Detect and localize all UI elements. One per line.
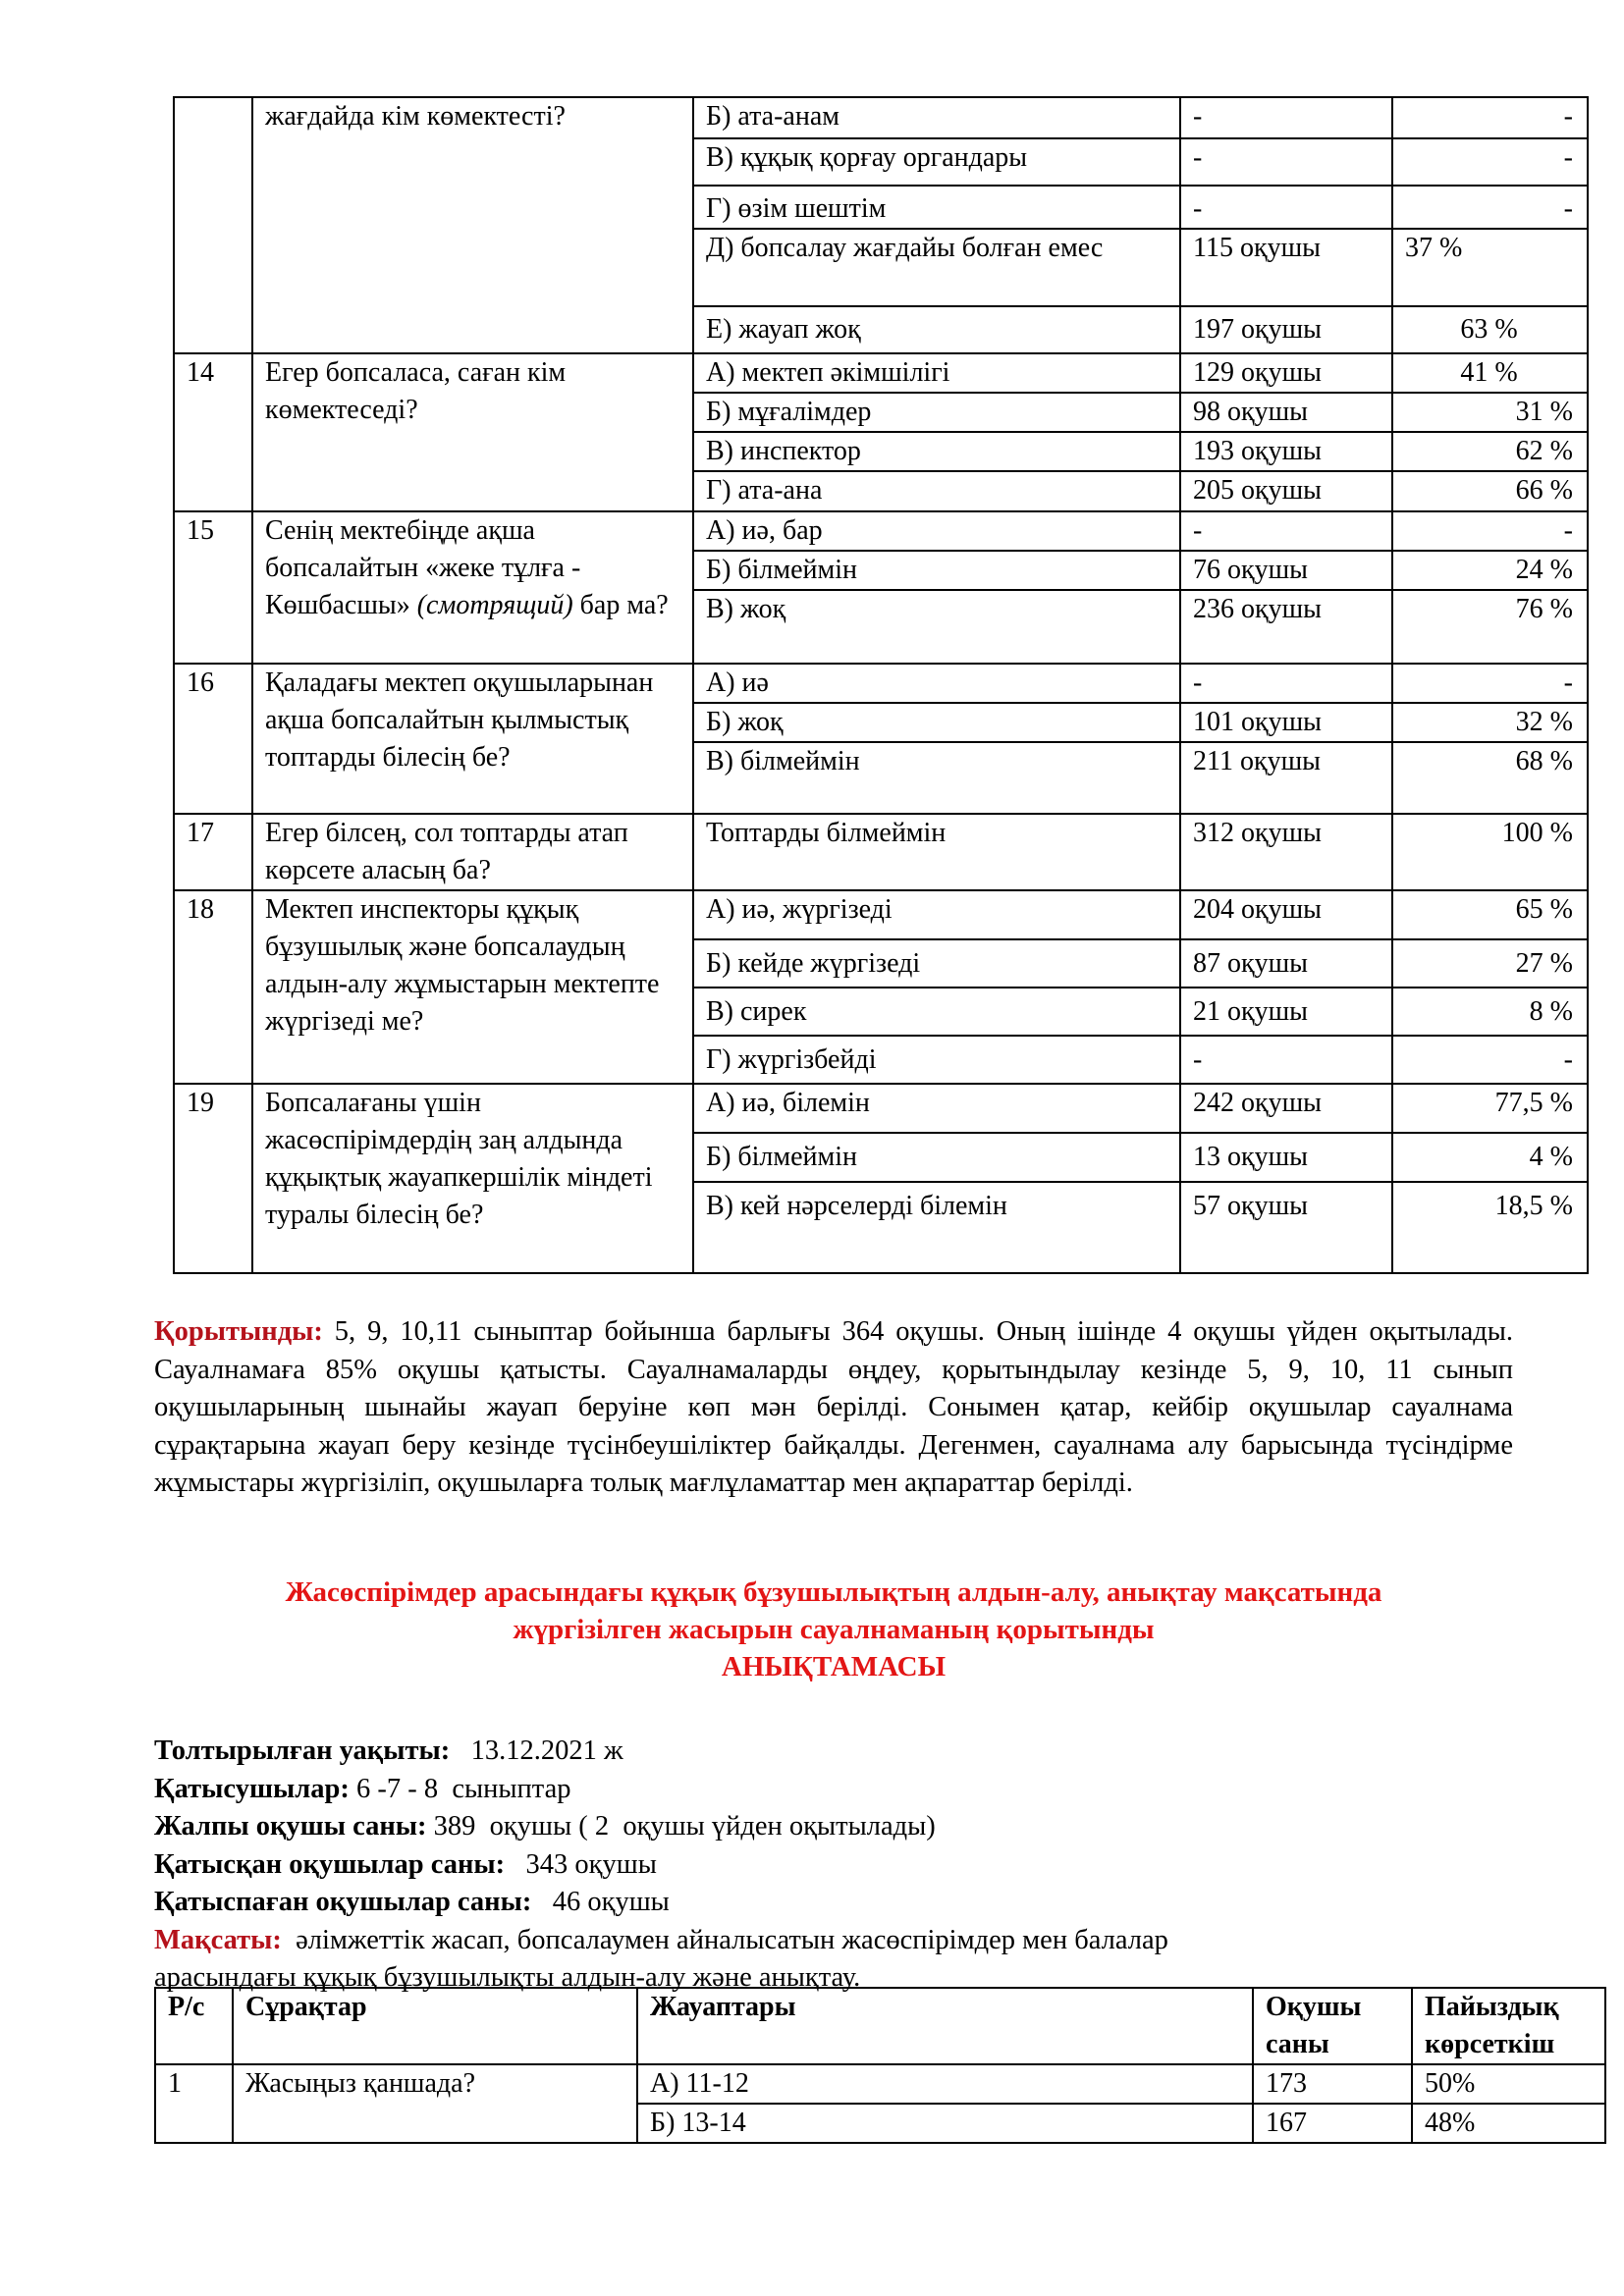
answer-count: 13 оқушы	[1180, 1133, 1392, 1182]
answer-option: В) құқық қорғау органдары	[693, 138, 1180, 186]
question-text: Бопсалағаны үшін жасөспірімдердің заң алдында құқықтық жауапкершілік міндеті туралы білесің бе?	[252, 1084, 693, 1273]
title-line-2: жүргізілген жасырын сауалнаманың қорытынды	[513, 1614, 1155, 1645]
answer-option: Д) бопсалау жағдайы болған емес	[693, 229, 1180, 306]
answer-count: -	[1180, 511, 1392, 551]
table-row	[174, 814, 1588, 890]
answer-option: А) иә	[693, 664, 1180, 703]
answer-percent: 66 %	[1392, 471, 1588, 511]
table-row	[174, 511, 1588, 551]
answer-option: А) иә, бар	[693, 511, 1180, 551]
answer-count: -	[1180, 664, 1392, 703]
answer-count: 312 оқушы	[1180, 814, 1392, 890]
answer-option: Г) ата-ана	[693, 471, 1180, 511]
answer-option: Б) 13-14	[637, 2104, 1253, 2143]
question-number	[174, 97, 252, 353]
answer-option: Б) кейде жүргізеді	[693, 939, 1180, 988]
table-row	[174, 664, 1588, 703]
answer-count: 98 оқушы	[1180, 393, 1392, 432]
question-number: 16	[174, 664, 252, 814]
answer-percent: -	[1392, 511, 1588, 551]
answer-option: В) жоқ	[693, 590, 1180, 664]
answer-count: 129 оқушы	[1180, 353, 1392, 393]
survey-info	[154, 1733, 1529, 1998]
answer-option: В) сирек	[693, 988, 1180, 1036]
question-text: Егер бопсаласа, саған кім көмектеседі?	[252, 353, 693, 511]
answer-option: А) иә, жүргізеді	[693, 890, 1180, 939]
answer-percent: 50%	[1412, 2064, 1605, 2104]
answer-count: 197 оқушы	[1180, 306, 1392, 353]
answer-option: А) 11-12	[637, 2064, 1253, 2104]
answer-option: Топтарды білмеймін	[693, 814, 1180, 890]
answer-option: В) білмеймін	[693, 742, 1180, 814]
answer-count: 173	[1253, 2064, 1412, 2104]
age-survey-table	[154, 1987, 1606, 2144]
answer-percent: 48%	[1412, 2104, 1605, 2143]
question-text: жағдайда кім көмектесті?	[252, 97, 693, 353]
table-row	[155, 2064, 1605, 2104]
question-number: 14	[174, 353, 252, 511]
answer-count: 101 оқушы	[1180, 703, 1392, 742]
header-percentage: Пайыздық көрсеткіш	[1412, 1988, 1605, 2064]
question-text: Сенің мектебіңде ақша бопсалайтын «жеке тұлға - Көшбасшы» (смотрящий) бар ма?	[252, 511, 693, 664]
info-total-students: Жалпы оқушы саны: 389 оқушы ( 2 оқушы үйден оқытылады)	[154, 1811, 936, 1842]
answer-percent: -	[1392, 664, 1588, 703]
info-filled-date: Толтырылған уақыты: 13.12.2021 ж	[154, 1735, 623, 1766]
answer-percent: 62 %	[1392, 432, 1588, 471]
answer-option: Б) мұғалімдер	[693, 393, 1180, 432]
info-absent-students: Қатыспаған оқушылар саны: 46 оқушы	[154, 1887, 670, 1917]
answer-percent: -	[1392, 186, 1588, 229]
answer-percent: 100 %	[1392, 814, 1588, 890]
conclusion-label: Қорытынды:	[154, 1316, 323, 1347]
survey-results-table	[173, 96, 1589, 1274]
question-number: 19	[174, 1084, 252, 1273]
answer-percent: 32 %	[1392, 703, 1588, 742]
answer-percent: -	[1392, 1036, 1588, 1084]
question-text: Қаладағы мектеп оқушыларынан ақша бопсалайтын қылмыстық топтарды білесің бе?	[252, 664, 693, 814]
answer-count: -	[1180, 1036, 1392, 1084]
answer-count: 57 оқушы	[1180, 1182, 1392, 1273]
answer-percent: -	[1392, 97, 1588, 138]
header-answers: Жауаптары	[637, 1988, 1253, 2064]
answer-count: 115 оқушы	[1180, 229, 1392, 306]
title-line-1: Жасөспірімдер арасындағы құқық бұзушылықтың алдын-алу, анықтау мақсатында	[285, 1576, 1382, 1608]
table-row	[174, 1084, 1588, 1133]
answer-percent: 76 %	[1392, 590, 1588, 664]
answer-percent: 27 %	[1392, 939, 1588, 988]
answer-option: Г) өзім шештім	[693, 186, 1180, 229]
answer-option: Е) жауап жоқ	[693, 306, 1180, 353]
answer-option: Б) жоқ	[693, 703, 1180, 742]
answer-count: 193 оқушы	[1180, 432, 1392, 471]
conclusion-paragraph	[154, 1313, 1513, 1503]
answer-percent: 24 %	[1392, 551, 1588, 590]
title-line-3: АНЫҚТАМАСЫ	[721, 1651, 947, 1682]
answer-option: Г) жүргізбейді	[693, 1036, 1180, 1084]
question-number: 18	[174, 890, 252, 1084]
question-number: 15	[174, 511, 252, 664]
answer-option: В) кей нәрселерді білемін	[693, 1182, 1180, 1273]
answer-count: 76 оқушы	[1180, 551, 1392, 590]
info-goal-continued: арасындағы құқық бұзушылықты алдын-алу және анықтау.	[154, 1962, 861, 1993]
answer-percent: 37 %	[1392, 229, 1588, 306]
table-row	[174, 353, 1588, 393]
answer-count: -	[1180, 138, 1392, 186]
answer-option: А) иә, білемін	[693, 1084, 1180, 1133]
answer-percent: -	[1392, 138, 1588, 186]
answer-count: -	[1180, 186, 1392, 229]
question-text: Мектеп инспекторы құқық бұзушылық және бопсалаудың алдын-алу жұмыстарын мектепте жүргізеді ме?	[252, 890, 693, 1084]
answer-option: В) инспектор	[693, 432, 1180, 471]
answer-option: А) мектеп әкімшілігі	[693, 353, 1180, 393]
answer-percent: 68 %	[1392, 742, 1588, 814]
answer-count: 21 оқушы	[1180, 988, 1392, 1036]
question-text: Жасыңыз қаншада?	[233, 2064, 637, 2143]
answer-percent: 65 %	[1392, 890, 1588, 939]
answer-option: Б) ата-анам	[693, 97, 1180, 138]
answer-count: 167	[1253, 2104, 1412, 2143]
answer-percent: 77,5 %	[1392, 1084, 1588, 1133]
header-number: Р/с	[155, 1988, 233, 2064]
answer-count: 87 оқушы	[1180, 939, 1392, 988]
question-italic-note: (смотрящий)	[416, 590, 573, 620]
answer-percent: 8 %	[1392, 988, 1588, 1036]
info-goal: Мақсаты: әлімжеттік жасап, бопсалаумен айналысатын жасөспірімдер мен балалар	[154, 1924, 1168, 1955]
answer-percent: 63 %	[1392, 306, 1588, 353]
answer-count: 242 оқушы	[1180, 1084, 1392, 1133]
answer-count: 204 оқушы	[1180, 890, 1392, 939]
header-questions: Сұрақтар	[233, 1988, 637, 2064]
answer-count: 205 оқушы	[1180, 471, 1392, 511]
answer-option: Б) білмеймін	[693, 551, 1180, 590]
answer-count: 236 оқушы	[1180, 590, 1392, 664]
question-number: 17	[174, 814, 252, 890]
answer-percent: 18,5 %	[1392, 1182, 1588, 1273]
table-row	[174, 97, 1588, 138]
header-student-count: Оқушы саны	[1253, 1988, 1412, 2064]
info-attended-students: Қатысқан оқушылар саны: 343 оқушы	[154, 1848, 657, 1880]
answer-option: Б) білмеймін	[693, 1133, 1180, 1182]
answer-percent: 31 %	[1392, 393, 1588, 432]
question-text: Егер білсең, сол топтарды атап көрсете аласың ба?	[252, 814, 693, 890]
table-header-row	[155, 1988, 1605, 2064]
answer-count: 211 оқушы	[1180, 742, 1392, 814]
report-title	[154, 1574, 1513, 1685]
table-row	[174, 890, 1588, 939]
answer-percent: 4 %	[1392, 1133, 1588, 1182]
question-number: 1	[155, 2064, 233, 2143]
answer-count: -	[1180, 97, 1392, 138]
answer-percent: 41 %	[1392, 353, 1588, 393]
info-participants: Қатысушылар: 6 -7 - 8 сыныптар	[154, 1773, 571, 1804]
conclusion-text: 5, 9, 10,11 сыныптар бойынша барлығы 364 оқушы. Оның ішінде 4 оқушы үйден оқытылады. Сауалнамаға 85% оқушы қатысты. Сауалнамаларды өңдеу, қорытындылау кезінде 5, 9, 10, 11 сынып оқушыларының шынайы жауап беруіне көп мән берілді. Сонымен қатар, кейбір оқушылар сауалнама сұрақтарына жауап беру кезінде түсінбеушіліктер байқалды. Дегенмен, сауалнама алу барысында түсіндірме жұмыстары жүргізіліп, оқушыларға толық мағлұламаттар мен ақпараттар берілді.	[154, 1316, 1513, 1498]
